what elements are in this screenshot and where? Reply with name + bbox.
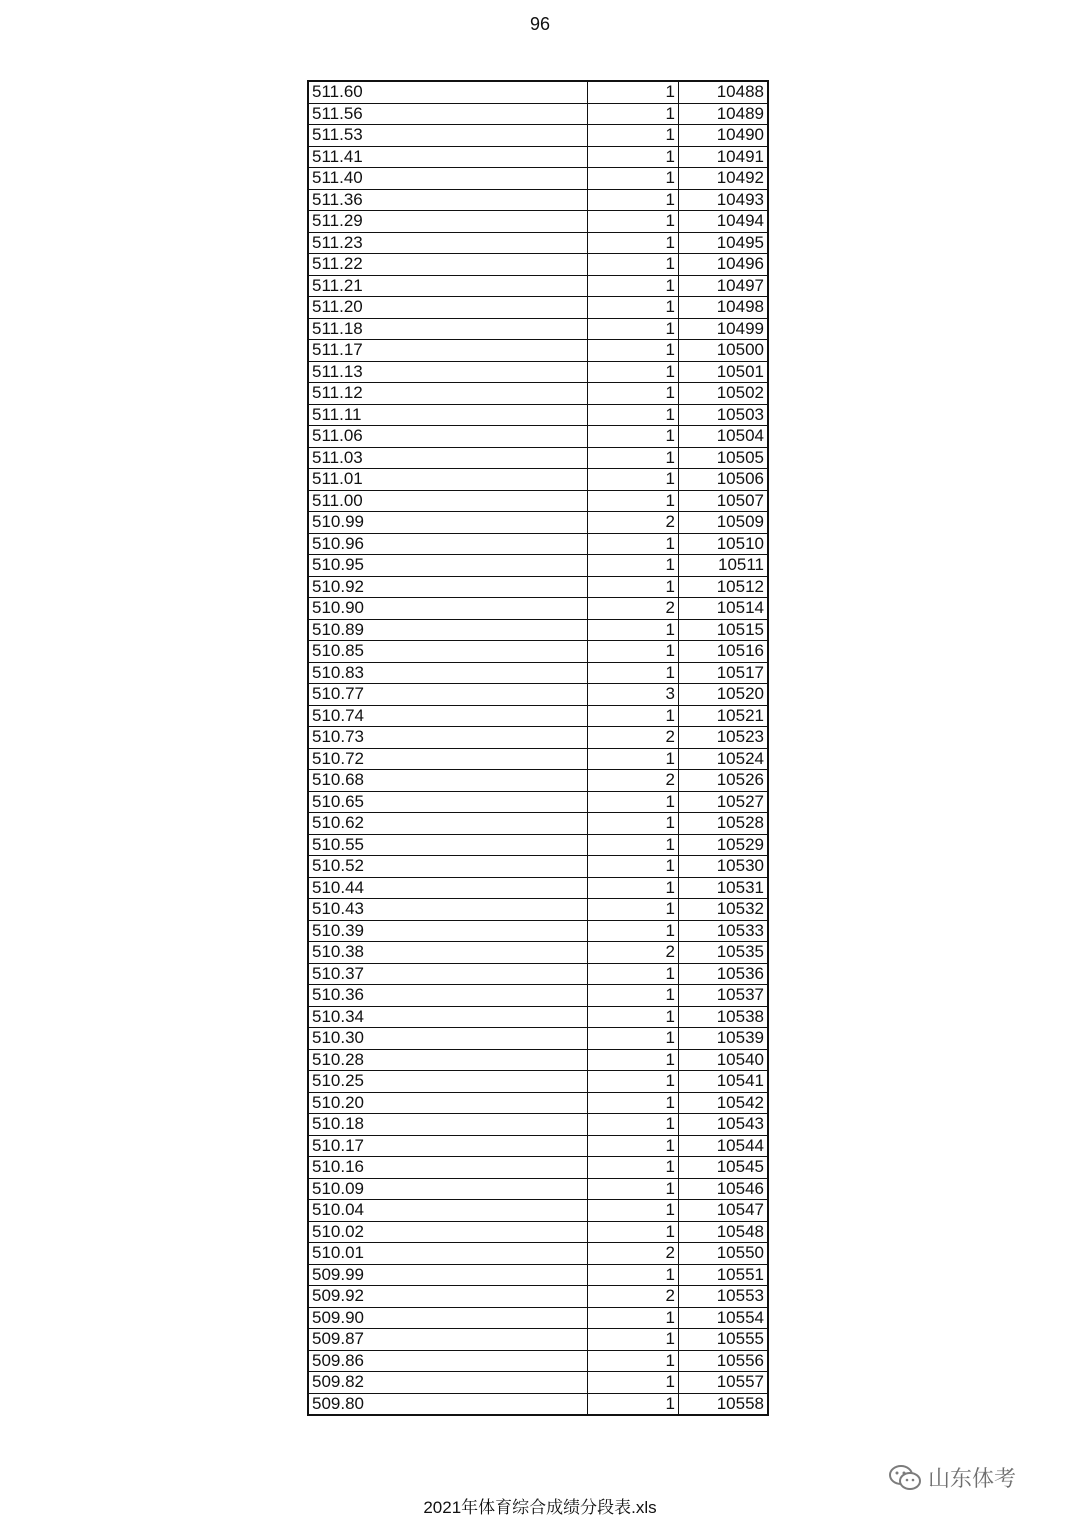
table-row [308,1200,768,1222]
count-cell: 2 [588,1286,679,1308]
score-cell: 511.23 [308,232,588,254]
count-cell: 1 [588,1178,679,1200]
count-cell: 1 [588,1221,679,1243]
table-row [308,1135,768,1157]
table-row [308,426,768,448]
count-cell: 1 [588,1350,679,1372]
cumulative-cell: 10558 [679,1393,769,1415]
cumulative-cell: 10541 [679,1071,769,1093]
score-cell: 510.74 [308,705,588,727]
count-cell: 1 [588,361,679,383]
count-cell: 1 [588,447,679,469]
count-cell: 1 [588,856,679,878]
table-row [308,985,768,1007]
count-cell: 1 [588,81,679,103]
score-cell: 510.25 [308,1071,588,1093]
table-row [308,1243,768,1265]
cumulative-cell: 10488 [679,81,769,103]
count-cell: 1 [588,662,679,684]
count-cell: 1 [588,1264,679,1286]
cumulative-cell: 10527 [679,791,769,813]
count-cell: 1 [588,641,679,663]
table-row [308,1071,768,1093]
score-cell: 511.20 [308,297,588,319]
count-cell: 1 [588,705,679,727]
score-cell: 510.95 [308,555,588,577]
cumulative-cell: 10492 [679,168,769,190]
score-cell: 511.11 [308,404,588,426]
cumulative-cell: 10503 [679,404,769,426]
table-row [308,1329,768,1351]
table-row [308,275,768,297]
count-cell: 1 [588,232,679,254]
table-row [308,856,768,878]
table-row [308,1114,768,1136]
table-row [308,447,768,469]
table-row [308,598,768,620]
count-cell: 1 [588,103,679,125]
count-cell: 1 [588,189,679,211]
count-cell: 1 [588,1049,679,1071]
table-row [308,791,768,813]
score-cell: 510.18 [308,1114,588,1136]
score-cell: 510.17 [308,1135,588,1157]
count-cell: 1 [588,1071,679,1093]
table-row [308,189,768,211]
table-row [308,1092,768,1114]
count-cell: 1 [588,813,679,835]
table-row [308,297,768,319]
table-row [308,512,768,534]
score-cell: 510.04 [308,1200,588,1222]
table-row [308,383,768,405]
count-cell: 2 [588,598,679,620]
count-cell: 3 [588,684,679,706]
score-cell: 510.43 [308,899,588,921]
count-cell: 2 [588,770,679,792]
table-row [308,340,768,362]
count-cell: 1 [588,877,679,899]
score-cell: 509.92 [308,1286,588,1308]
watermark-text: 山东体考 [928,1466,1017,1491]
count-cell: 1 [588,168,679,190]
score-cell: 510.34 [308,1006,588,1028]
cumulative-cell: 10515 [679,619,769,641]
count-cell: 2 [588,727,679,749]
score-cell: 511.18 [308,318,588,340]
count-cell: 1 [588,791,679,813]
table-row [308,1393,768,1415]
table-row [308,877,768,899]
cumulative-cell: 10556 [679,1350,769,1372]
score-cell: 511.06 [308,426,588,448]
cumulative-cell: 10523 [679,727,769,749]
count-cell: 1 [588,211,679,233]
cumulative-cell: 10501 [679,361,769,383]
count-cell: 2 [588,1243,679,1265]
count-cell: 1 [588,1200,679,1222]
cumulative-cell: 10551 [679,1264,769,1286]
table-row [308,1221,768,1243]
score-cell: 511.12 [308,383,588,405]
wechat-icon [888,1464,922,1492]
table-row [308,1028,768,1050]
cumulative-cell: 10531 [679,877,769,899]
cumulative-cell: 10529 [679,834,769,856]
cumulative-cell: 10543 [679,1114,769,1136]
count-cell: 1 [588,297,679,319]
count-cell: 1 [588,1135,679,1157]
count-cell: 1 [588,1307,679,1329]
score-cell: 510.77 [308,684,588,706]
score-cell: 511.56 [308,103,588,125]
cumulative-cell: 10516 [679,641,769,663]
cumulative-cell: 10554 [679,1307,769,1329]
score-cell: 510.20 [308,1092,588,1114]
score-cell: 510.52 [308,856,588,878]
count-cell: 1 [588,146,679,168]
cumulative-cell: 10540 [679,1049,769,1071]
table-row [308,748,768,770]
score-cell: 510.85 [308,641,588,663]
table-body [308,81,768,1415]
cumulative-cell: 10524 [679,748,769,770]
score-cell: 510.89 [308,619,588,641]
cumulative-cell: 10499 [679,318,769,340]
cumulative-cell: 10526 [679,770,769,792]
cumulative-cell: 10520 [679,684,769,706]
cumulative-cell: 10510 [679,533,769,555]
table-row [308,899,768,921]
table-row [308,727,768,749]
cumulative-cell: 10544 [679,1135,769,1157]
table-row [308,1372,768,1394]
count-cell: 1 [588,748,679,770]
score-cell: 509.86 [308,1350,588,1372]
table-row [308,641,768,663]
score-cell: 511.03 [308,447,588,469]
score-cell: 510.62 [308,813,588,835]
count-cell: 1 [588,1092,679,1114]
count-cell: 1 [588,1372,679,1394]
cumulative-cell: 10542 [679,1092,769,1114]
count-cell: 1 [588,963,679,985]
table-row [308,533,768,555]
cumulative-cell: 10493 [679,189,769,211]
table-row [308,168,768,190]
cumulative-cell: 10535 [679,942,769,964]
cumulative-cell: 10539 [679,1028,769,1050]
table-row [308,619,768,641]
score-cell: 510.30 [308,1028,588,1050]
table-row [308,490,768,512]
count-cell: 1 [588,834,679,856]
table-row [308,1350,768,1372]
table-row [308,103,768,125]
table-row [308,662,768,684]
score-cell: 510.38 [308,942,588,964]
score-cell: 511.21 [308,275,588,297]
score-cell: 510.73 [308,727,588,749]
count-cell: 1 [588,1393,679,1415]
table-row [308,1049,768,1071]
count-cell: 1 [588,490,679,512]
score-cell: 511.60 [308,81,588,103]
cumulative-cell: 10495 [679,232,769,254]
cumulative-cell: 10537 [679,985,769,1007]
count-cell: 1 [588,318,679,340]
score-cell: 510.39 [308,920,588,942]
score-cell: 510.96 [308,533,588,555]
table-row [308,705,768,727]
table-row [308,125,768,147]
table-row [308,361,768,383]
table-row [308,1178,768,1200]
cumulative-cell: 10547 [679,1200,769,1222]
score-cell: 510.72 [308,748,588,770]
table-row [308,146,768,168]
table-row [308,920,768,942]
table-row [308,318,768,340]
score-cell: 511.40 [308,168,588,190]
score-cell: 511.22 [308,254,588,276]
score-cell: 511.17 [308,340,588,362]
count-cell: 1 [588,1028,679,1050]
table-row [308,834,768,856]
count-cell: 1 [588,533,679,555]
table-row [308,81,768,103]
count-cell: 1 [588,469,679,491]
score-cell: 510.02 [308,1221,588,1243]
cumulative-cell: 10504 [679,426,769,448]
score-cell: 511.13 [308,361,588,383]
cumulative-cell: 10521 [679,705,769,727]
cumulative-cell: 10500 [679,340,769,362]
table-row [308,1006,768,1028]
cumulative-cell: 10555 [679,1329,769,1351]
table-row [308,1286,768,1308]
cumulative-cell: 10491 [679,146,769,168]
cumulative-cell: 10512 [679,576,769,598]
cumulative-cell: 10532 [679,899,769,921]
cumulative-cell: 10505 [679,447,769,469]
count-cell: 1 [588,125,679,147]
cumulative-cell: 10530 [679,856,769,878]
count-cell: 2 [588,942,679,964]
score-cell: 510.65 [308,791,588,813]
table-row [308,555,768,577]
cumulative-cell: 10498 [679,297,769,319]
cumulative-cell: 10489 [679,103,769,125]
table-row [308,576,768,598]
score-cell: 511.41 [308,146,588,168]
count-cell: 1 [588,985,679,1007]
table-row [308,942,768,964]
score-cell: 510.83 [308,662,588,684]
score-cell: 511.36 [308,189,588,211]
score-cell: 510.99 [308,512,588,534]
score-cell: 510.68 [308,770,588,792]
count-cell: 1 [588,555,679,577]
count-cell: 1 [588,404,679,426]
cumulative-cell: 10506 [679,469,769,491]
score-cell: 510.55 [308,834,588,856]
table-row [308,684,768,706]
score-cell: 510.16 [308,1157,588,1179]
score-cell: 511.29 [308,211,588,233]
table-row [308,232,768,254]
cumulative-cell: 10557 [679,1372,769,1394]
cumulative-cell: 10546 [679,1178,769,1200]
score-cell: 510.44 [308,877,588,899]
cumulative-cell: 10509 [679,512,769,534]
score-cell: 511.53 [308,125,588,147]
cumulative-cell: 10536 [679,963,769,985]
score-cell: 510.09 [308,1178,588,1200]
count-cell: 1 [588,1006,679,1028]
score-cell: 510.01 [308,1243,588,1265]
score-cell: 510.37 [308,963,588,985]
table-row [308,404,768,426]
table-row [308,813,768,835]
count-cell: 1 [588,1114,679,1136]
cumulative-cell: 10507 [679,490,769,512]
cumulative-cell: 10514 [679,598,769,620]
count-cell: 1 [588,275,679,297]
watermark [888,1462,1016,1493]
score-cell: 509.87 [308,1329,588,1351]
cumulative-cell: 10496 [679,254,769,276]
table-row [308,1264,768,1286]
score-cell: 511.00 [308,490,588,512]
cumulative-cell: 10550 [679,1243,769,1265]
count-cell: 1 [588,899,679,921]
count-cell: 2 [588,512,679,534]
cumulative-cell: 10533 [679,920,769,942]
cumulative-cell: 10494 [679,211,769,233]
score-cell: 509.99 [308,1264,588,1286]
score-cell: 510.36 [308,985,588,1007]
score-cell: 509.80 [308,1393,588,1415]
cumulative-cell: 10502 [679,383,769,405]
table-row [308,770,768,792]
table-row [308,211,768,233]
page-number: 96 [529,14,551,34]
table-row [308,1157,768,1179]
cumulative-cell: 10511 [679,555,769,577]
score-cell: 510.90 [308,598,588,620]
score-cell: 510.28 [308,1049,588,1071]
score-cell: 510.92 [308,576,588,598]
cumulative-cell: 10553 [679,1286,769,1308]
footer-filename: 2021年体育综合成绩分段表.xls [423,1498,657,1517]
table-row [308,1307,768,1329]
cumulative-cell: 10497 [679,275,769,297]
cumulative-cell: 10490 [679,125,769,147]
count-cell: 1 [588,1329,679,1351]
count-cell: 1 [588,619,679,641]
count-cell: 1 [588,1157,679,1179]
cumulative-cell: 10528 [679,813,769,835]
count-cell: 1 [588,426,679,448]
cumulative-cell: 10538 [679,1006,769,1028]
count-cell: 1 [588,254,679,276]
score-cell: 509.90 [308,1307,588,1329]
table-row [308,963,768,985]
cumulative-cell: 10545 [679,1157,769,1179]
count-cell: 1 [588,920,679,942]
count-cell: 1 [588,383,679,405]
table-row [308,469,768,491]
score-cell: 509.82 [308,1372,588,1394]
score-distribution-table [307,80,769,1416]
score-cell: 511.01 [308,469,588,491]
cumulative-cell: 10548 [679,1221,769,1243]
count-cell: 1 [588,576,679,598]
cumulative-cell: 10517 [679,662,769,684]
count-cell: 1 [588,340,679,362]
table-row [308,254,768,276]
